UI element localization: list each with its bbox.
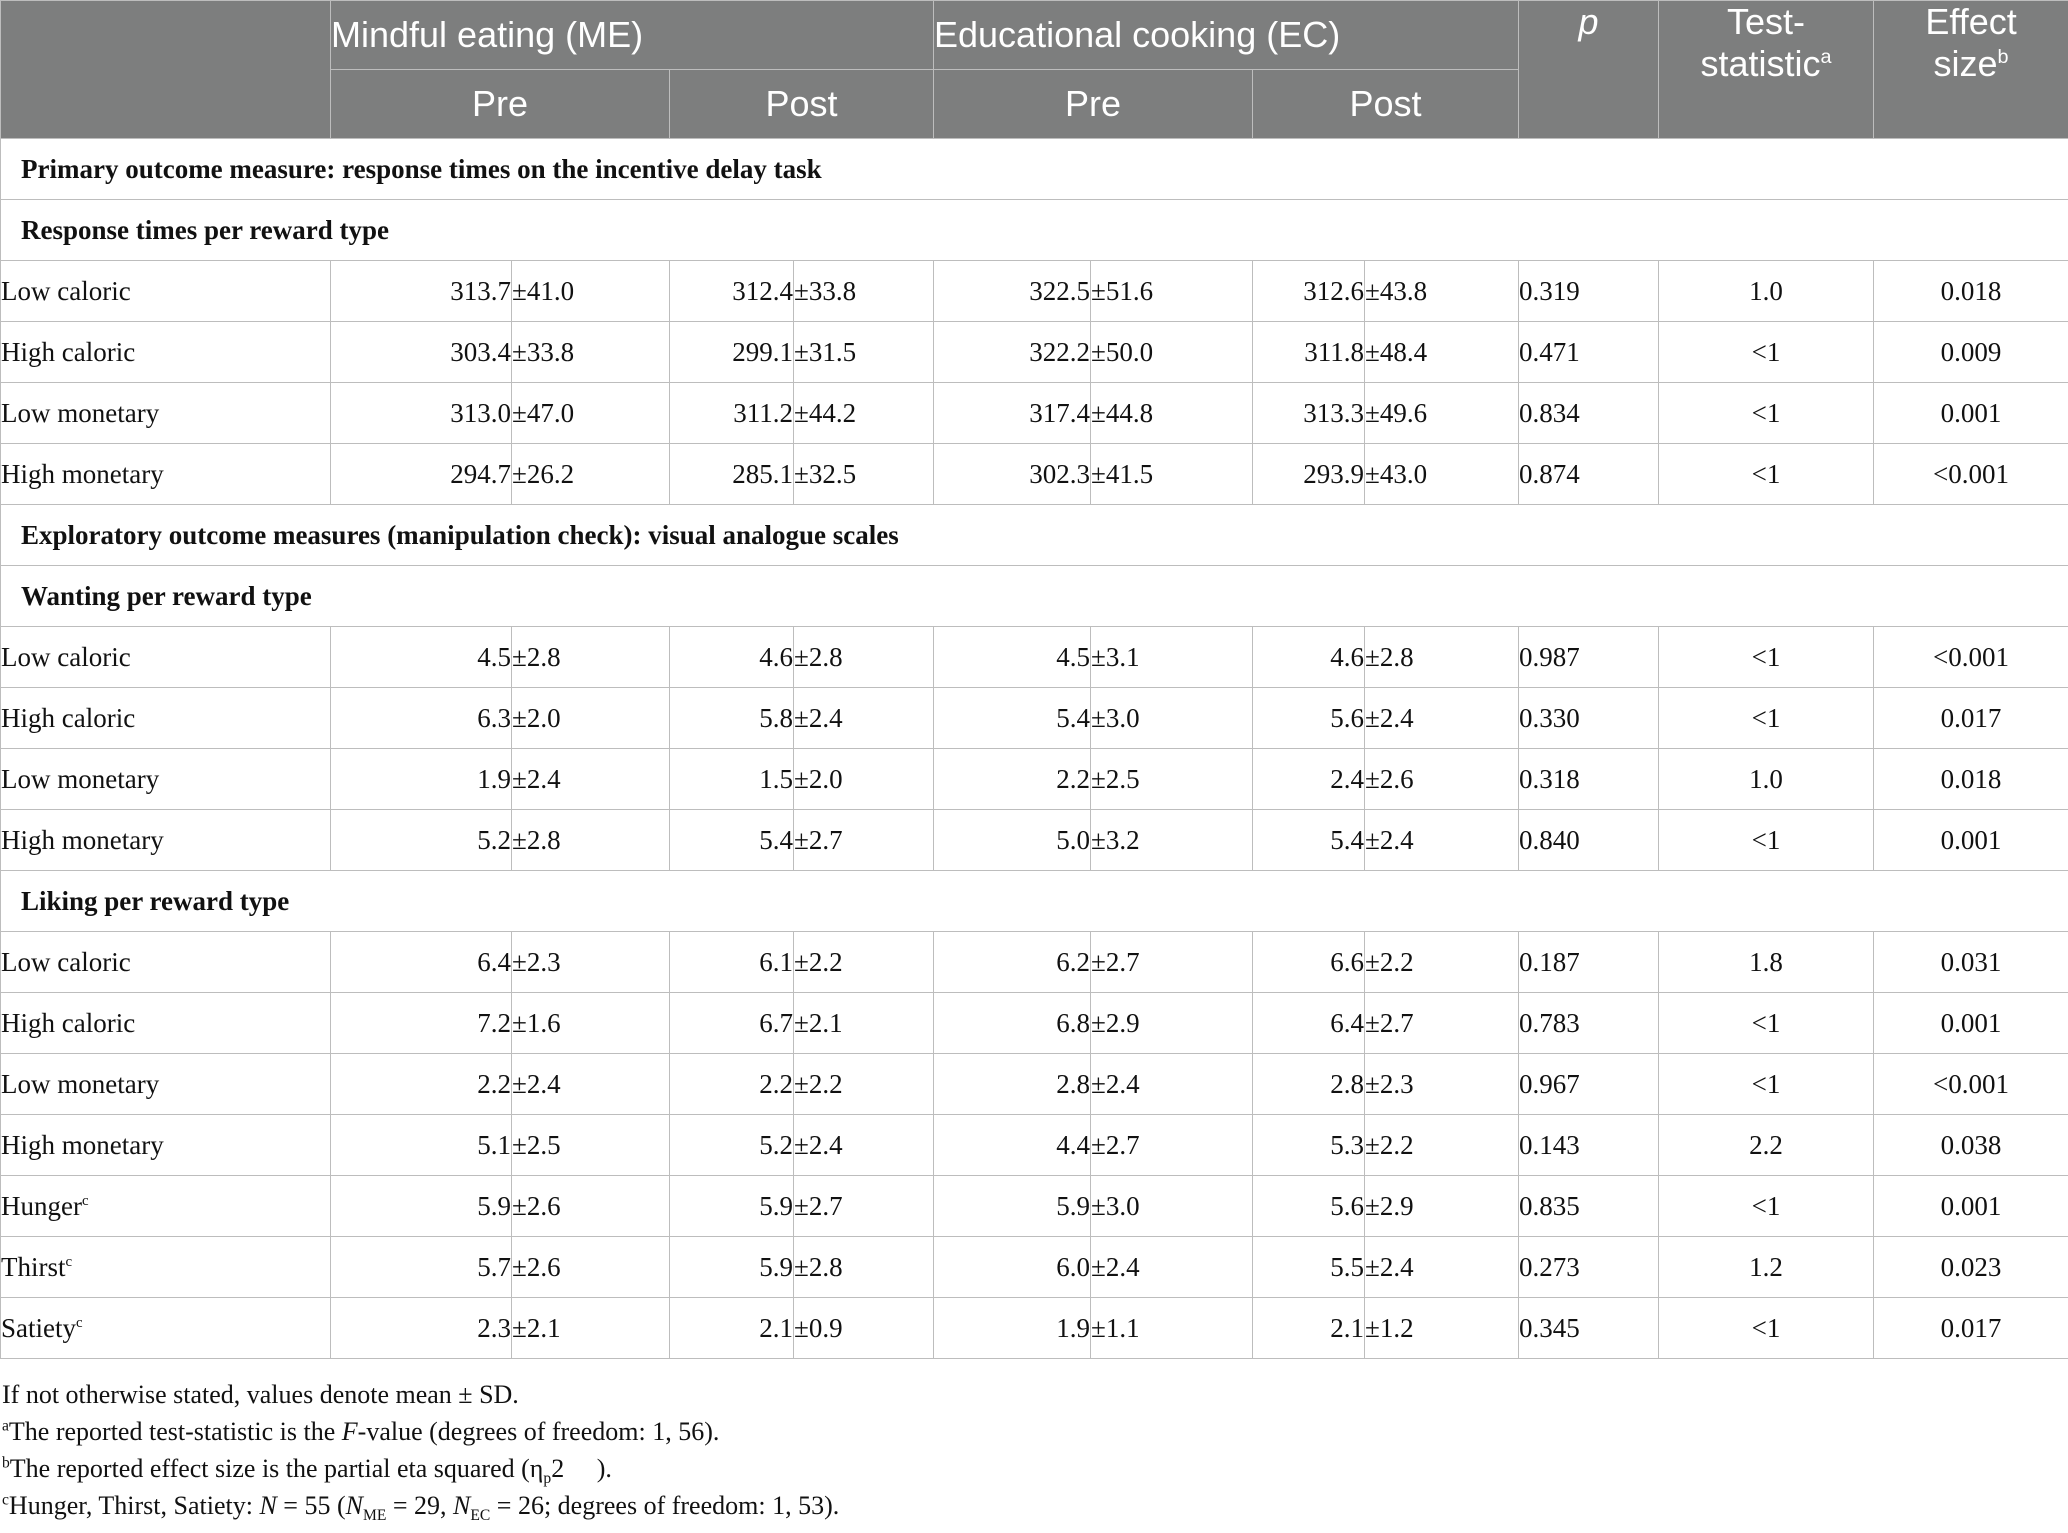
row-label: Low caloric — [1, 627, 331, 688]
ec-post-sd-cell: ±2.4 — [1365, 688, 1519, 749]
ec-pre-mean-cell: 2.2 — [934, 749, 1091, 810]
row-label: High monetary — [1, 1115, 331, 1176]
header-blank — [1, 1, 331, 139]
table-row — [1, 932, 2068, 993]
me-post-sd-cell: ±2.4 — [794, 1115, 934, 1176]
section-heading-row — [1, 200, 2068, 261]
me-post-sd-cell: ±2.2 — [794, 1054, 934, 1115]
me-pre-mean-cell: 2.2 — [331, 1054, 512, 1115]
p-value-cell: 0.187 — [1519, 932, 1659, 993]
row-label: Low monetary — [1, 383, 331, 444]
ec-post-mean-cell: 311.8 — [1253, 322, 1365, 383]
test-statistic-cell: <1 — [1659, 993, 1874, 1054]
p-value-cell: 0.330 — [1519, 688, 1659, 749]
me-pre-sd-cell: ±26.2 — [512, 444, 670, 505]
ec-pre-mean-cell: 6.8 — [934, 993, 1091, 1054]
p-value-cell: 0.840 — [1519, 810, 1659, 871]
ec-post-mean-cell: 6.4 — [1253, 993, 1365, 1054]
effect-size-cell: 0.018 — [1874, 749, 2068, 810]
ec-post-mean-cell: 313.3 — [1253, 383, 1365, 444]
effect-size-cell: 0.017 — [1874, 1298, 2068, 1359]
me-post-mean-cell: 285.1 — [670, 444, 794, 505]
ec-post-sd-cell: ±2.4 — [1365, 810, 1519, 871]
ec-post-mean-cell: 5.3 — [1253, 1115, 1365, 1176]
me-post-sd-cell: ±2.2 — [794, 932, 934, 993]
table-row — [1, 444, 2068, 505]
ec-post-mean-cell: 5.4 — [1253, 810, 1365, 871]
test-statistic-cell: 1.2 — [1659, 1237, 1874, 1298]
me-pre-mean-cell: 4.5 — [331, 627, 512, 688]
ec-pre-mean-cell: 302.3 — [934, 444, 1091, 505]
section-heading: Wanting per reward type — [1, 566, 2068, 627]
effect-size-cell: 0.038 — [1874, 1115, 2068, 1176]
me-post-sd-cell: ±2.0 — [794, 749, 934, 810]
me-pre-sd-cell: ±2.5 — [512, 1115, 670, 1176]
p-value-cell: 0.471 — [1519, 322, 1659, 383]
test-statistic-cell: <1 — [1659, 627, 1874, 688]
section-heading-row — [1, 139, 2068, 200]
ec-post-sd-cell: ±2.3 — [1365, 1054, 1519, 1115]
ec-post-sd-cell: ±1.2 — [1365, 1298, 1519, 1359]
me-post-mean-cell: 2.1 — [670, 1298, 794, 1359]
ec-post-sd-cell: ±2.2 — [1365, 1115, 1519, 1176]
table-row — [1, 1298, 2068, 1359]
row-label: Satiety$^c$ — [1, 1298, 331, 1359]
p-value-cell: 0.345 — [1519, 1298, 1659, 1359]
row-label-footnote-mark: c — [76, 1314, 83, 1331]
ec-pre-sd-cell: ±3.0 — [1091, 1176, 1253, 1237]
ec-pre-mean-cell: 4.5 — [934, 627, 1091, 688]
me-post-mean-cell: 2.2 — [670, 1054, 794, 1115]
p-value-cell: 0.319 — [1519, 261, 1659, 322]
test-statistic-cell: <1 — [1659, 1298, 1874, 1359]
table-row — [1, 1237, 2068, 1298]
me-post-sd-cell: ±33.8 — [794, 261, 934, 322]
ec-pre-mean-cell: 4.4 — [934, 1115, 1091, 1176]
me-pre-mean-cell: 303.4 — [331, 322, 512, 383]
ec-pre-mean-cell: 5.0 — [934, 810, 1091, 871]
header-ec-pre: Pre — [934, 70, 1253, 139]
ec-pre-sd-cell: ±3.1 — [1091, 627, 1253, 688]
table-row — [1, 1115, 2068, 1176]
me-pre-sd-cell: ±47.0 — [512, 383, 670, 444]
test-statistic-cell: <1 — [1659, 688, 1874, 749]
me-pre-sd-cell: ±2.6 — [512, 1176, 670, 1237]
ec-pre-sd-cell: ±44.8 — [1091, 383, 1253, 444]
table-row — [1, 627, 2068, 688]
ec-post-mean-cell: 6.6 — [1253, 932, 1365, 993]
me-pre-sd-cell: ±2.4 — [512, 1054, 670, 1115]
ec-pre-mean-cell: 6.2 — [934, 932, 1091, 993]
me-pre-mean-cell: 313.0 — [331, 383, 512, 444]
me-post-mean-cell: 312.4 — [670, 261, 794, 322]
row-label: Thirst$^c$ — [1, 1237, 331, 1298]
header-group-me: Mindful eating (ME) — [331, 1, 934, 70]
section-heading-row — [1, 505, 2068, 566]
section-heading: Liking per reward type — [1, 871, 2068, 932]
footnote-a: $^a$The reported test-statistic is the F-value (degrees of freedom: 1, 56). — [2, 1417, 720, 1446]
effect-size-cell: 0.001 — [1874, 383, 2068, 444]
me-post-mean-cell: 5.9 — [670, 1237, 794, 1298]
ec-post-mean-cell: 4.6 — [1253, 627, 1365, 688]
row-label: Low caloric — [1, 932, 331, 993]
ec-post-sd-cell: ±2.8 — [1365, 627, 1519, 688]
ec-pre-mean-cell: 1.9 — [934, 1298, 1091, 1359]
ec-pre-mean-cell: 322.2 — [934, 322, 1091, 383]
ec-post-sd-cell: ±48.4 — [1365, 322, 1519, 383]
footnote-b: $^b$The reported effect size is the partial eta squared ($\eta_p2$ ). — [2, 1454, 612, 1488]
effect-size-cell: 0.018 — [1874, 261, 2068, 322]
me-pre-sd-cell: ±2.6 — [512, 1237, 670, 1298]
ec-pre-mean-cell: 322.5 — [934, 261, 1091, 322]
p-value-cell: 0.143 — [1519, 1115, 1659, 1176]
me-post-mean-cell: 4.6 — [670, 627, 794, 688]
test-statistic-cell: <1 — [1659, 322, 1874, 383]
p-value-cell: 0.834 — [1519, 383, 1659, 444]
me-pre-sd-cell: ±2.1 — [512, 1298, 670, 1359]
header-effect-size: Effect size$^b$ — [1874, 1, 2068, 139]
effect-size-cell: <0.001 — [1874, 1054, 2068, 1115]
table-row — [1, 993, 2068, 1054]
table-row — [1, 261, 2068, 322]
me-post-sd-cell: ±2.8 — [794, 1237, 934, 1298]
ec-post-mean-cell: 312.6 — [1253, 261, 1365, 322]
effect-size-cell: 0.001 — [1874, 810, 2068, 871]
ec-pre-sd-cell: ±3.2 — [1091, 810, 1253, 871]
effect-size-cell: <0.001 — [1874, 627, 2068, 688]
effect-size-cell: <0.001 — [1874, 444, 2068, 505]
me-post-mean-cell: 311.2 — [670, 383, 794, 444]
table-row — [1, 383, 2068, 444]
test-statistic-cell: <1 — [1659, 1176, 1874, 1237]
row-label: High caloric — [1, 688, 331, 749]
header-test-statistic: Test- statistic$^a$ — [1659, 1, 1874, 139]
row-label: Low monetary — [1, 749, 331, 810]
row-label: High monetary — [1, 810, 331, 871]
row-label: High caloric — [1, 322, 331, 383]
me-pre-mean-cell: 294.7 — [331, 444, 512, 505]
row-label: Hunger$^c$ — [1, 1176, 331, 1237]
me-post-mean-cell: 1.5 — [670, 749, 794, 810]
ec-post-sd-cell: ±2.7 — [1365, 993, 1519, 1054]
me-post-sd-cell: ±0.9 — [794, 1298, 934, 1359]
me-pre-mean-cell: 6.3 — [331, 688, 512, 749]
p-value-cell: 0.273 — [1519, 1237, 1659, 1298]
me-post-mean-cell: 5.9 — [670, 1176, 794, 1237]
row-label: High caloric — [1, 993, 331, 1054]
test-statistic-cell: <1 — [1659, 444, 1874, 505]
me-post-mean-cell: 5.2 — [670, 1115, 794, 1176]
ec-post-mean-cell: 5.6 — [1253, 1176, 1365, 1237]
ec-pre-sd-cell: ±2.4 — [1091, 1054, 1253, 1115]
ec-pre-sd-cell: ±50.0 — [1091, 322, 1253, 383]
effect-size-cell: 0.031 — [1874, 932, 2068, 993]
ec-pre-sd-cell: ±2.4 — [1091, 1237, 1253, 1298]
ec-post-sd-cell: ±49.6 — [1365, 383, 1519, 444]
row-label: High monetary — [1, 444, 331, 505]
table-footnotes — [0, 1376, 2068, 1524]
table-row — [1, 322, 2068, 383]
footnote-c: $^c$Hunger, Thirst, Satiety: N = 55 ($N_{ME} = 29$, $N_{EC} = 26$; degrees of freedom: 1, 53). — [2, 1491, 840, 1525]
me-pre-mean-cell: 6.4 — [331, 932, 512, 993]
me-post-sd-cell: ±2.8 — [794, 627, 934, 688]
me-post-mean-cell: 299.1 — [670, 322, 794, 383]
row-label: Low caloric — [1, 261, 331, 322]
p-value-cell: 0.987 — [1519, 627, 1659, 688]
section-heading: Primary outcome measure: response times on the incentive delay task — [1, 139, 2068, 200]
me-pre-mean-cell: 5.7 — [331, 1237, 512, 1298]
me-post-sd-cell: ±2.1 — [794, 993, 934, 1054]
ec-pre-mean-cell: 5.9 — [934, 1176, 1091, 1237]
ec-post-sd-cell: ±2.6 — [1365, 749, 1519, 810]
ec-pre-sd-cell: ±2.7 — [1091, 1115, 1253, 1176]
me-post-sd-cell: ±2.7 — [794, 810, 934, 871]
section-heading-row — [1, 566, 2068, 627]
test-statistic-cell: 2.2 — [1659, 1115, 1874, 1176]
section-heading: Response times per reward type — [1, 200, 2068, 261]
me-post-mean-cell: 5.4 — [670, 810, 794, 871]
me-pre-sd-cell: ±2.4 — [512, 749, 670, 810]
ec-post-sd-cell: ±43.8 — [1365, 261, 1519, 322]
ec-pre-mean-cell: 6.0 — [934, 1237, 1091, 1298]
ec-post-mean-cell: 2.4 — [1253, 749, 1365, 810]
ec-post-sd-cell: ±2.4 — [1365, 1237, 1519, 1298]
ec-pre-sd-cell: ±1.1 — [1091, 1298, 1253, 1359]
test-statistic-cell: 1.8 — [1659, 932, 1874, 993]
p-value-cell: 0.835 — [1519, 1176, 1659, 1237]
p-value-cell: 0.318 — [1519, 749, 1659, 810]
section-heading: Exploratory outcome measures (manipulation check): visual analogue scales — [1, 505, 2068, 566]
me-pre-mean-cell: 1.9 — [331, 749, 512, 810]
me-pre-sd-cell: ±2.0 — [512, 688, 670, 749]
me-pre-sd-cell: ±2.8 — [512, 627, 670, 688]
p-value-cell: 0.783 — [1519, 993, 1659, 1054]
test-statistic-cell: <1 — [1659, 1054, 1874, 1115]
table-row — [1, 810, 2068, 871]
me-post-sd-cell: ±32.5 — [794, 444, 934, 505]
effect-size-cell: 0.001 — [1874, 993, 2068, 1054]
me-post-mean-cell: 5.8 — [670, 688, 794, 749]
table-row — [1, 749, 2068, 810]
test-statistic-cell: 1.0 — [1659, 749, 1874, 810]
header-ec-post: Post — [1253, 70, 1519, 139]
p-value-cell: 0.967 — [1519, 1054, 1659, 1115]
ec-post-sd-cell: ±2.9 — [1365, 1176, 1519, 1237]
ec-pre-sd-cell: ±3.0 — [1091, 688, 1253, 749]
row-label-footnote-mark: c — [81, 1192, 89, 1209]
me-pre-mean-cell: 2.3 — [331, 1298, 512, 1359]
me-post-mean-cell: 6.7 — [670, 993, 794, 1054]
me-pre-sd-cell: ±41.0 — [512, 261, 670, 322]
ec-post-sd-cell: ±43.0 — [1365, 444, 1519, 505]
section-heading-row — [1, 871, 2068, 932]
ec-post-mean-cell: 2.8 — [1253, 1054, 1365, 1115]
ec-pre-sd-cell: ±2.9 — [1091, 993, 1253, 1054]
me-pre-sd-cell: ±2.3 — [512, 932, 670, 993]
ec-pre-sd-cell: ±2.5 — [1091, 749, 1253, 810]
me-post-sd-cell: ±2.4 — [794, 688, 934, 749]
ec-post-sd-cell: ±2.2 — [1365, 932, 1519, 993]
ec-post-mean-cell: 293.9 — [1253, 444, 1365, 505]
effect-size-cell: 0.009 — [1874, 322, 2068, 383]
test-statistic-cell: 1.0 — [1659, 261, 1874, 322]
me-pre-mean-cell: 5.2 — [331, 810, 512, 871]
effect-size-cell: 0.023 — [1874, 1237, 2068, 1298]
test-statistic-cell: <1 — [1659, 810, 1874, 871]
ec-post-mean-cell: 2.1 — [1253, 1298, 1365, 1359]
table-row — [1, 1054, 2068, 1115]
me-post-sd-cell: ±31.5 — [794, 322, 934, 383]
header-me-pre: Pre — [331, 70, 670, 139]
me-pre-mean-cell: 5.9 — [331, 1176, 512, 1237]
p-value-cell: 0.874 — [1519, 444, 1659, 505]
header-p: p — [1519, 1, 1659, 139]
footnote-general: If not otherwise stated, values denote mean ± SD. — [2, 1380, 519, 1409]
row-label-footnote-mark: c — [65, 1253, 73, 1270]
me-pre-sd-cell: ±33.8 — [512, 322, 670, 383]
ec-pre-sd-cell: ±2.7 — [1091, 932, 1253, 993]
me-post-mean-cell: 6.1 — [670, 932, 794, 993]
ec-post-mean-cell: 5.5 — [1253, 1237, 1365, 1298]
ec-pre-mean-cell: 2.8 — [934, 1054, 1091, 1115]
ec-pre-mean-cell: 317.4 — [934, 383, 1091, 444]
effect-size-cell: 0.001 — [1874, 1176, 2068, 1237]
ec-pre-mean-cell: 5.4 — [934, 688, 1091, 749]
header-me-post: Post — [670, 70, 934, 139]
ec-post-mean-cell: 5.6 — [1253, 688, 1365, 749]
me-post-sd-cell: ±44.2 — [794, 383, 934, 444]
ec-pre-sd-cell: ±51.6 — [1091, 261, 1253, 322]
me-pre-mean-cell: 5.1 — [331, 1115, 512, 1176]
effect-size-cell: 0.017 — [1874, 688, 2068, 749]
test-statistic-cell: <1 — [1659, 383, 1874, 444]
me-pre-sd-cell: ±2.8 — [512, 810, 670, 871]
me-post-sd-cell: ±2.7 — [794, 1176, 934, 1237]
me-pre-mean-cell: 313.7 — [331, 261, 512, 322]
table-body — [1, 139, 2068, 1359]
table-row — [1, 688, 2068, 749]
ec-pre-sd-cell: ±41.5 — [1091, 444, 1253, 505]
table-row — [1, 1176, 2068, 1237]
me-pre-sd-cell: ±1.6 — [512, 993, 670, 1054]
header-group-ec: Educational cooking (EC) — [934, 1, 1519, 70]
row-label: Low monetary — [1, 1054, 331, 1115]
me-pre-mean-cell: 7.2 — [331, 993, 512, 1054]
